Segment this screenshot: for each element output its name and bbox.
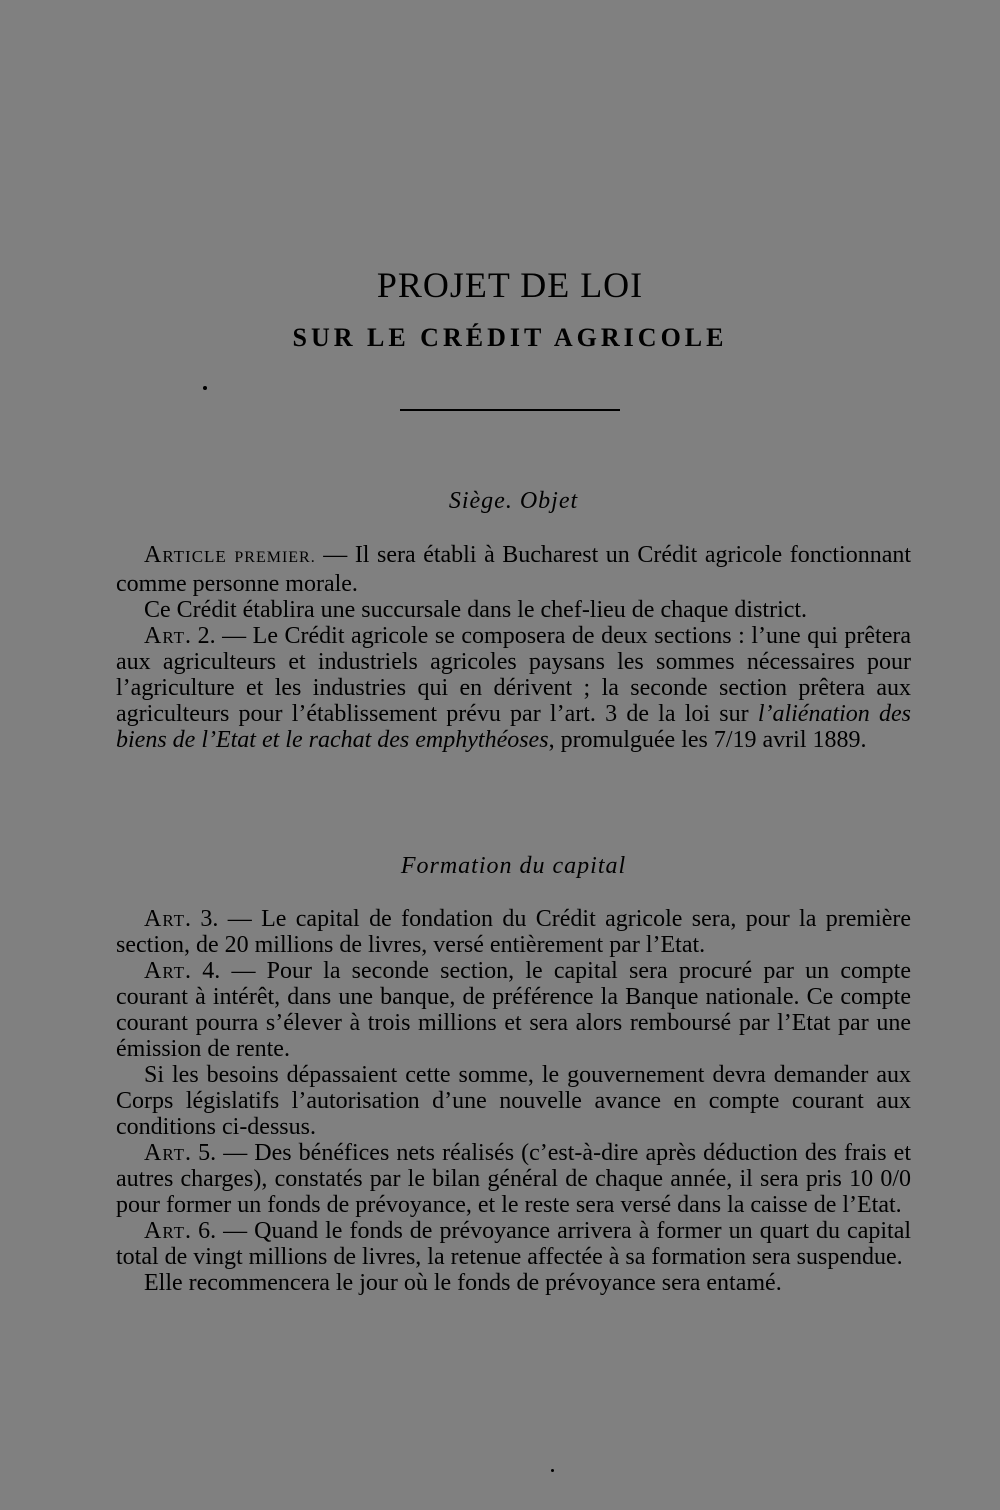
document-title: PROJET DE LOI (376, 265, 644, 306)
print-speck (551, 1469, 554, 1472)
article-number: . 6. (185, 1218, 217, 1244)
article-number: . 2. (185, 623, 216, 649)
article-italic-text: l’aliénation des biens de l’Etat et le rachat des emphythéoses (116, 701, 912, 753)
paragraph: Ce Crédit établira une succursale dans le chef-lieu de chaque district. (144, 597, 808, 623)
article-text: — Pour la seconde section, le capital sera procuré par un compte courant à intérêt, dans une banque, de préférence la Banque nationale. Ce compte courant pourra s’élever à trois millions et sera alors remboursé par l’Etat par une émission de rente. (116, 958, 912, 1062)
article-label-suffix: PREMIER. (234, 549, 316, 566)
article-number: . 3. (185, 906, 219, 932)
article-premier (116, 542, 911, 597)
section-heading: Formation du capital (400, 853, 627, 879)
article-text: — Le Crédit agricole se composera de deux sections : l’une qui prêtera aux agriculteurs et industriels agricoles paysans les sommes nécessaires pour l’agriculture et les industries qui en dérivent ; la seconde section prêtera aux agriculteurs pour l’établissement prévu par l’art. 3 de la loi sur (116, 623, 912, 727)
article-label: Art (144, 1218, 186, 1244)
article-label: Art (144, 958, 186, 984)
paragraph: Elle recommencera le jour où le fonds de prévoyance sera entamé. (144, 1270, 782, 1296)
document-subtitle: SUR LE CRÉDIT AGRICOLE (292, 323, 728, 352)
article-6 (116, 1218, 911, 1270)
section-formation-capital (116, 853, 911, 1296)
article-text-tail: , promulguée les 7/19 avril 1889. (548, 727, 867, 753)
print-speck (203, 386, 207, 390)
paragraph: Si les besoins dépassaient cette somme, le gouvernement devra demander aux Corps législatifs l’autorisation d’une nouvelle avance en compte courant aux conditions ci-dessus. (116, 1062, 911, 1140)
article-4 (116, 958, 911, 1062)
article-5 (116, 1140, 911, 1218)
article-text: — Le capital de fondation du Crédit agricole sera, pour la première section, de 20 millions de livres, versé entièrement par l’Etat. (116, 906, 912, 958)
title-rule (400, 409, 620, 411)
article-text: — Des bénéfices nets réalisés (c’est-à-dire après déduction des frais et autres charges), constatés par le bilan général de chaque année, il sera pris 10 0/0 pour former un fonds de prévoyance, et le reste sera versé dans la caisse de l’Etat. (116, 1140, 911, 1218)
section-siege-objet (116, 488, 911, 753)
article-2 (116, 623, 911, 753)
article-text: — Il sera établi à Bucharest un Crédit agricole fonctionnant comme personne morale. (116, 542, 912, 597)
article-label: Art (144, 906, 186, 932)
article-label: Art (144, 1140, 186, 1166)
article-label: Art (144, 623, 186, 649)
article-number: . 5. (185, 1140, 217, 1166)
article-label: Article (144, 542, 227, 568)
article-number: . 4. (185, 958, 221, 984)
article-text: — Quand le fonds de prévoyance arrivera à former un quart du capital total de vingt millions de livres, la retenue affectée à sa formation sera suspendue. (116, 1218, 912, 1270)
article-3 (116, 906, 911, 958)
section-heading: Siège. Objet (448, 488, 579, 514)
